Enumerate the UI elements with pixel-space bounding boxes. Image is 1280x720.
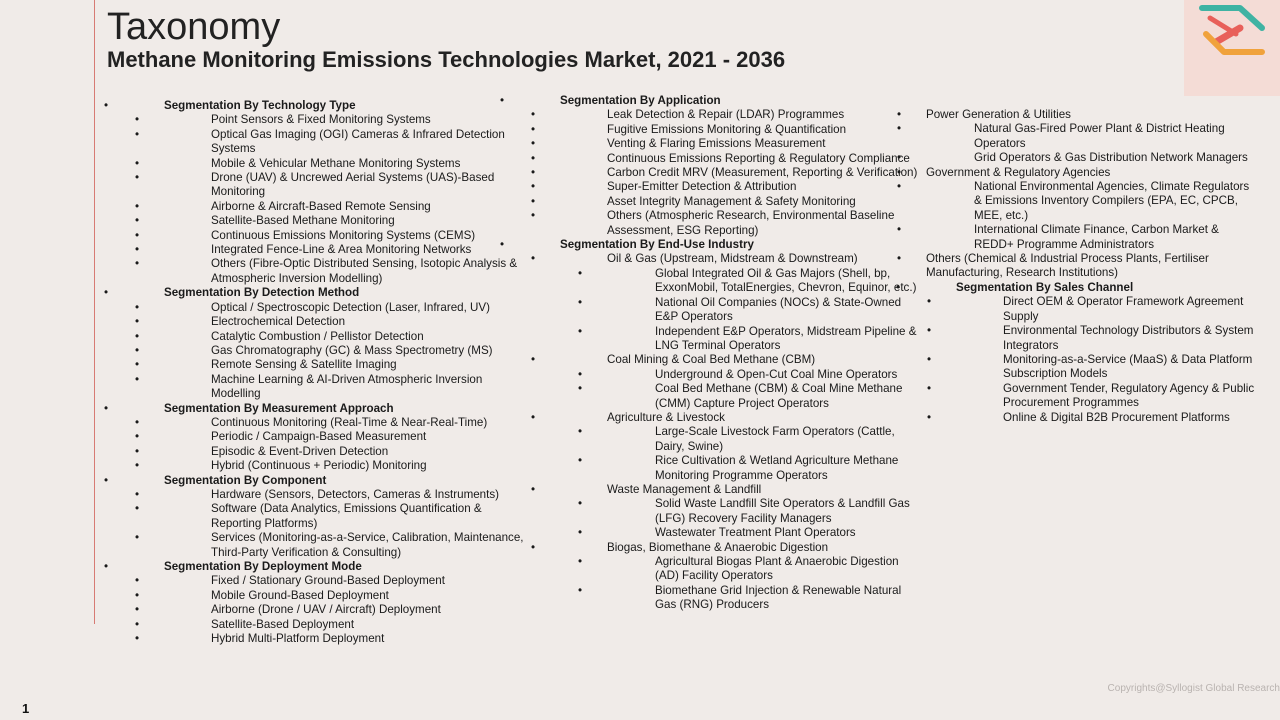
segment-item bbox=[164, 344, 524, 358]
segment-item-label: Government Tender, Regulatory Agency & Public Procurement Programmes bbox=[1003, 381, 1255, 410]
sub-segment-item-label: Coal Bed Methane (CBM) & Coal Mine Methane (CMM) Capture Project Operators bbox=[655, 382, 903, 410]
segment-item bbox=[560, 252, 920, 353]
sub-segment-item-label: Underground & Open-Cut Coal Mine Operators bbox=[655, 367, 898, 381]
segment-item-label: Direct OEM & Operator Framework Agreement Supply bbox=[1003, 295, 1244, 323]
segment-heading-label: • Segmentation By Technology Type bbox=[164, 99, 356, 112]
segment-item bbox=[164, 373, 524, 402]
taxonomy-column-2 bbox=[530, 94, 920, 613]
segment-item bbox=[560, 108, 920, 122]
segment-item bbox=[926, 108, 1256, 166]
segment-heading-label: • Segmentation By Deployment Mode bbox=[164, 560, 362, 573]
segment-item bbox=[956, 324, 1256, 353]
sub-list bbox=[607, 497, 920, 540]
segment-item-label: Satellite-Based Deployment bbox=[211, 617, 355, 631]
segment-item bbox=[164, 113, 524, 127]
segment-heading bbox=[530, 238, 920, 613]
sub-list bbox=[607, 368, 920, 411]
segment-item bbox=[956, 295, 1256, 324]
segment-item bbox=[560, 180, 920, 194]
segment-item-label: Others (Fibre-Optic Distributed Sensing, Isotopic Analysis & Atmospheric Inversion Modelling) bbox=[211, 257, 518, 285]
segment-item-label: Hardware (Sensors, Detectors, Cameras & Instruments) bbox=[211, 487, 500, 501]
segment-item-label: Others (Chemical & Industrial Process Plants, Fertiliser Manufacturing, Research Institutions) bbox=[926, 252, 1209, 280]
segment-item bbox=[560, 137, 920, 151]
segment-item-label: Optical / Spectroscopic Detection (Laser, Infrared, UV) bbox=[211, 300, 491, 314]
segment-item-label: Government & Regulatory Agencies bbox=[926, 165, 1111, 179]
segment-heading bbox=[926, 281, 1256, 425]
segment-item bbox=[164, 430, 524, 444]
segment-item bbox=[164, 618, 524, 632]
sub-list bbox=[926, 180, 1256, 252]
segment-item bbox=[164, 502, 524, 531]
sub-segment-item bbox=[607, 368, 920, 382]
sub-segment-item bbox=[926, 180, 1256, 223]
segment-item bbox=[560, 195, 920, 209]
sub-list bbox=[607, 425, 920, 483]
segment-heading-label: • Segmentation By Measurement Approach bbox=[164, 401, 394, 415]
end-use-continued-list bbox=[926, 108, 1256, 281]
segment-item-label: Machine Learning & AI-Driven Atmospheric Inversion Modelling bbox=[211, 372, 483, 401]
sub-segment-item bbox=[607, 296, 920, 325]
sub-segment-item-label: Natural Gas-Fired Power Plant & District Heating Operators bbox=[974, 122, 1225, 150]
segment-item bbox=[560, 483, 920, 541]
sub-segment-item bbox=[926, 122, 1256, 151]
sub-list bbox=[164, 488, 524, 560]
segment-heading-label: • Segmentation By End-Use Industry bbox=[560, 238, 754, 252]
segment-item bbox=[560, 411, 920, 483]
page-number: 1 bbox=[22, 701, 30, 716]
segment-heading bbox=[134, 402, 524, 474]
segment-item bbox=[164, 200, 524, 214]
segment-item bbox=[164, 459, 524, 473]
segment-item-label: Carbon Credit MRV (Measurement, Reporting & Verification) bbox=[607, 166, 918, 180]
segment-item-label: Point Sensors & Fixed Monitoring Systems bbox=[211, 113, 431, 127]
sub-segment-item-label: Rice Cultivation & Wetland Agriculture Methane Monitoring Programme Operators bbox=[655, 454, 899, 482]
sub-segment-item bbox=[607, 454, 920, 483]
segment-item-label: Agriculture & Livestock bbox=[607, 410, 725, 424]
segment-item bbox=[560, 541, 920, 613]
segment-item-label: Online & Digital B2B Procurement Platforms bbox=[1003, 410, 1230, 424]
segment-item bbox=[926, 166, 1256, 252]
segment-item bbox=[164, 358, 524, 372]
segment-item-label: Monitoring-as-a-Service (MaaS) & Data Platform Subscription Models bbox=[1003, 352, 1253, 381]
taxonomy-column-1 bbox=[134, 99, 524, 646]
sub-list bbox=[164, 574, 524, 646]
segment-item-label: Airborne & Aircraft-Based Remote Sensing bbox=[211, 199, 431, 213]
segment-item bbox=[956, 353, 1256, 382]
segment-heading bbox=[134, 474, 524, 560]
segment-list bbox=[134, 99, 524, 646]
sub-segment-item-label: Agricultural Biogas Plant & Anaerobic Digestion (AD) Facility Operators bbox=[655, 555, 899, 583]
segment-item-label: Others (Atmospheric Research, Environmental Baseline Assessment, ESG Reporting) bbox=[607, 209, 895, 237]
sub-list bbox=[164, 301, 524, 402]
segment-item bbox=[164, 257, 524, 286]
sub-segment-item-label: National Environmental Agencies, Climate Regulators & Emissions Inventory Compilers (EPA, EC, CPCB, MEE, etc.) bbox=[974, 180, 1250, 222]
segment-item-label: Hybrid Multi-Platform Deployment bbox=[211, 632, 385, 646]
segment-item bbox=[164, 632, 524, 646]
segment-item-label: Catalytic Combustion / Pellistor Detection bbox=[211, 329, 424, 343]
sub-list bbox=[956, 295, 1256, 425]
segment-item bbox=[164, 416, 524, 430]
segment-heading-label: • Segmentation By Component bbox=[164, 473, 327, 487]
segment-item-label: Asset Integrity Management & Safety Monitoring bbox=[607, 194, 856, 208]
segment-item-label: Continuous Monitoring (Real-Time & Near-Real-Time) bbox=[211, 415, 488, 429]
segment-list bbox=[926, 281, 1256, 425]
sub-segment-item bbox=[607, 325, 920, 354]
segment-item bbox=[560, 209, 920, 238]
sub-segment-item bbox=[607, 584, 920, 613]
segment-item bbox=[164, 531, 524, 560]
sub-segment-item bbox=[607, 497, 920, 526]
segment-item-label: Integrated Fence-Line & Area Monitoring Networks bbox=[211, 243, 472, 257]
segment-item-label: Biogas, Biomethane & Anaerobic Digestion bbox=[607, 540, 829, 554]
sub-segment-item-label: National Oil Companies (NOCs) & State-Owned E&P Operators bbox=[655, 295, 902, 324]
sub-segment-item bbox=[607, 526, 920, 540]
segment-item bbox=[164, 330, 524, 344]
segment-item-label: Optical Gas Imaging (OGI) Cameras & Infrared Detection Systems bbox=[211, 127, 505, 156]
sub-segment-item-label: Solid Waste Landfill Site Operators & Landfill Gas (LFG) Recovery Facility Managers bbox=[655, 497, 910, 525]
segment-item-label: Periodic / Campaign-Based Measurement bbox=[211, 430, 427, 444]
sub-list bbox=[560, 108, 920, 238]
segment-item bbox=[164, 128, 524, 157]
sub-list bbox=[926, 122, 1256, 165]
sub-segment-item bbox=[607, 425, 920, 454]
sub-segment-item-label: Independent E&P Operators, Midstream Pipeline & LNG Terminal Operators bbox=[655, 324, 917, 352]
segment-item bbox=[560, 353, 920, 411]
segment-item bbox=[164, 171, 524, 200]
segment-item bbox=[164, 157, 524, 171]
segment-item bbox=[926, 252, 1256, 281]
segment-item-label: Venting & Flaring Emissions Measurement bbox=[607, 137, 826, 151]
copyright-notice: Copyrights@Syllogist Global Research bbox=[1107, 683, 1280, 694]
segment-item bbox=[956, 382, 1256, 411]
segment-item-label: Continuous Emissions Monitoring Systems (CEMS) bbox=[211, 228, 476, 242]
segment-item-label: Remote Sensing & Satellite Imaging bbox=[211, 358, 397, 372]
segment-item-label: Hybrid (Continuous + Periodic) Monitoring bbox=[211, 459, 427, 473]
segment-item-label: Services (Monitoring-as-a-Service, Calibration, Maintenance, Third-Party Verification & Consulting) bbox=[211, 531, 524, 559]
segment-item bbox=[164, 214, 524, 228]
sub-list bbox=[607, 267, 920, 353]
segment-item-label: Continuous Emissions Reporting & Regulatory Compliance bbox=[607, 151, 910, 165]
segment-item-label: Gas Chromatography (GC) & Mass Spectrometry (MS) bbox=[211, 343, 493, 357]
segment-item bbox=[560, 152, 920, 166]
segment-item-label: Leak Detection & Repair (LDAR) Programmes bbox=[607, 108, 845, 122]
segment-item bbox=[956, 411, 1256, 425]
sub-segment-item-label: International Climate Finance, Carbon Market & REDD+ Programme Administrators bbox=[974, 223, 1219, 251]
sub-segment-item-label: Grid Operators & Gas Distribution Network Managers bbox=[974, 151, 1248, 165]
syllogist-logo-icon bbox=[1196, 4, 1268, 56]
taxonomy-column-3 bbox=[926, 108, 1256, 425]
segment-item bbox=[164, 243, 524, 257]
segment-item bbox=[164, 488, 524, 502]
segment-item-label: Software (Data Analytics, Emissions Quantification & Reporting Platforms) bbox=[211, 502, 482, 530]
accent-divider-line bbox=[94, 0, 95, 624]
segment-item-label: Oil & Gas (Upstream, Midstream & Downstream) bbox=[607, 252, 858, 266]
segment-list bbox=[530, 94, 920, 613]
sub-segment-item bbox=[926, 151, 1256, 165]
segment-item-label: Super-Emitter Detection & Attribution bbox=[607, 180, 797, 194]
segment-item-label: Environmental Technology Distributors & System Integrators bbox=[1003, 324, 1254, 352]
sub-segment-item bbox=[607, 555, 920, 584]
segment-item-label: Drone (UAV) & Uncrewed Aerial Systems (UAS)-Based Monitoring bbox=[211, 171, 495, 199]
segment-item bbox=[164, 574, 524, 588]
segment-item bbox=[164, 445, 524, 459]
sub-segment-item bbox=[607, 382, 920, 411]
segment-item bbox=[164, 301, 524, 315]
segment-item bbox=[164, 229, 524, 243]
page-title: Taxonomy bbox=[107, 6, 281, 48]
segment-item-label: Mobile Ground-Based Deployment bbox=[211, 588, 389, 602]
sub-segment-item-label: Biomethane Grid Injection & Renewable Natural Gas (RNG) Producers bbox=[655, 583, 902, 612]
brand-logo bbox=[1184, 0, 1280, 96]
sub-list bbox=[607, 555, 920, 613]
sub-segment-item-label: Global Integrated Oil & Gas Majors (Shell, bp, ExxonMobil, TotalEnergies, Chevron, Equinor, etc.) bbox=[655, 266, 917, 295]
segment-item-label: Electrochemical Detection bbox=[211, 315, 346, 329]
segment-item-label: Satellite-Based Methane Monitoring bbox=[211, 214, 395, 228]
segment-heading-label: • Segmentation By Sales Channel bbox=[956, 280, 1134, 294]
segment-item-label: Coal Mining & Coal Bed Methane (CBM) bbox=[607, 353, 816, 367]
segment-heading bbox=[134, 286, 524, 401]
segment-item bbox=[560, 166, 920, 180]
sub-list bbox=[560, 252, 920, 612]
segment-item-label: Power Generation & Utilities bbox=[926, 108, 1071, 121]
sub-list bbox=[164, 416, 524, 474]
segment-item bbox=[560, 123, 920, 137]
segment-item-label: Fugitive Emissions Monitoring & Quantification bbox=[607, 122, 847, 136]
segment-heading bbox=[134, 99, 524, 286]
segment-item bbox=[164, 315, 524, 329]
sub-segment-item bbox=[607, 267, 920, 296]
segment-heading-label: • Segmentation By Application bbox=[560, 94, 721, 107]
segment-item-label: Mobile & Vehicular Methane Monitoring Systems bbox=[211, 156, 461, 170]
segment-heading bbox=[530, 94, 920, 238]
sub-list bbox=[164, 113, 524, 286]
segment-item-label: Airborne (Drone / UAV / Aircraft) Deployment bbox=[211, 603, 441, 617]
segment-item bbox=[164, 589, 524, 603]
segment-item-label: Waste Management & Landfill bbox=[607, 482, 762, 496]
segment-heading bbox=[134, 560, 524, 646]
segment-item-label: Episodic & Event-Driven Detection bbox=[211, 444, 389, 458]
segment-item-label: Fixed / Stationary Ground-Based Deployment bbox=[211, 574, 445, 588]
sub-segment-item-label: Wastewater Treatment Plant Operators bbox=[655, 526, 856, 540]
segment-heading-label: • Segmentation By Detection Method bbox=[164, 286, 360, 300]
segment-item bbox=[164, 603, 524, 617]
page-subtitle: Methane Monitoring Emissions Technologies Market, 2021 - 2036 bbox=[107, 47, 786, 72]
sub-segment-item-label: Large-Scale Livestock Farm Operators (Cattle, Dairy, Swine) bbox=[655, 425, 895, 453]
sub-segment-item bbox=[926, 223, 1256, 252]
